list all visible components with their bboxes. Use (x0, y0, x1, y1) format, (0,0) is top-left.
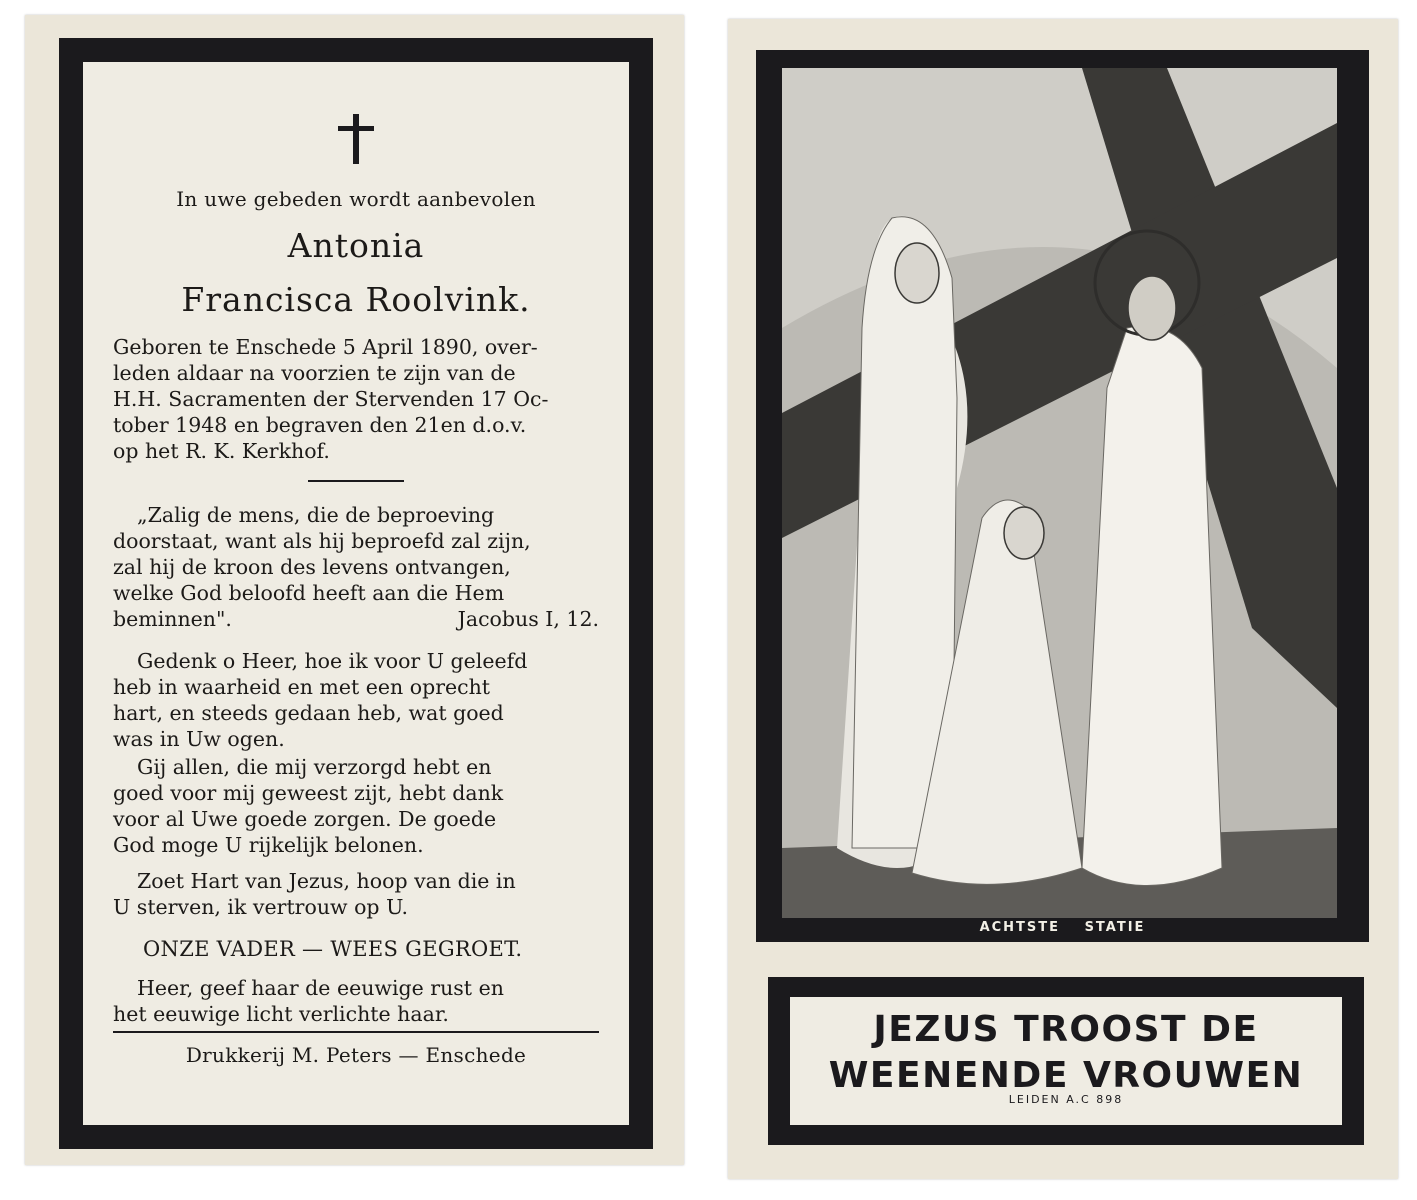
text-line: Geboren te Enschede 5 April 1890, over- (113, 335, 538, 359)
title-line-1: JEZUS TROOST DE (873, 1009, 1259, 1050)
prayer-paragraph-4 (113, 975, 599, 1027)
prayer-paragraph-2 (113, 754, 599, 858)
text-line: „Zalig de mens, die de beproeving (137, 503, 495, 527)
text-line: leden aldaar na voorzien te zijn van de (113, 361, 516, 385)
card-text (113, 62, 599, 1125)
memorial-card-image-side (728, 19, 1398, 1179)
title-line-2: WEENENDE VROUWEN (828, 1055, 1304, 1096)
prayer-paragraph-1 (113, 648, 599, 752)
text-line: het eeuwige licht verlichte haar. (113, 1002, 449, 1026)
text-line: welke God beloofd heeft aan die Hem (113, 581, 505, 605)
text-line: Gij allen, die mij verzorgd hebt en (137, 755, 492, 779)
text-line: Zoet Hart van Jezus, hoop van die in (137, 869, 516, 893)
divider-long (113, 1031, 599, 1033)
text-line: was in Uw ogen. (113, 727, 285, 751)
printer-credit: Drukkerij M. Peters — Enschede (185, 1043, 527, 1067)
quote-reference: Jacobus I, 12. (457, 607, 599, 631)
deceased-first-name: Antonia (287, 226, 425, 265)
text-line: doorstaat, want als hij beproefd zal zijn, (113, 529, 531, 553)
text-line: Heer, geef haar de eeuwige rust en (137, 976, 504, 1000)
text-line: H.H. Sacramenten der Stervenden 17 Oc- (113, 387, 549, 411)
text-line: hart, en steeds gedaan heb, wat goed (113, 701, 504, 725)
deceased-full-name: Francisca Roolvink. (181, 280, 531, 319)
text-line: Gedenk o Heer, hoe ik voor U geleefd (137, 649, 528, 673)
station-label: ACHTSTE STATIE (979, 920, 1146, 935)
cross-icon (336, 114, 376, 164)
bible-quote (113, 502, 599, 632)
text-line: U sterven, ik vertrouw op U. (113, 895, 408, 919)
text-line: tober 1948 en begraven den 21en d.o.v. (113, 413, 527, 437)
prayer-heading: ONZE VADER — WEES GEGROET. (143, 937, 523, 961)
text-line: op het R. K. Kerkhof. (113, 439, 330, 463)
publisher-code: LEIDEN A.C 898 (1008, 1093, 1124, 1106)
memorial-card-text-side (25, 15, 684, 1165)
intro-text: In uwe gebeden wordt aanbevolen (176, 187, 536, 211)
title-panel (790, 997, 1342, 1125)
text-line: goed voor mij geweest zijt, hebt dank (113, 781, 504, 805)
text-line: God moge U rijkelijk belonen. (113, 833, 424, 857)
prayer-paragraph-3 (113, 868, 599, 920)
title-frame (768, 977, 1364, 1145)
text-line: voor al Uwe goede zorgen. De goede (113, 807, 497, 831)
divider-short (308, 480, 404, 482)
text-line: zal hij de kroon des levens ontvangen, (113, 555, 511, 579)
mourning-border (59, 38, 653, 1149)
text-line: heb in waarheid en met een oprecht (113, 675, 491, 699)
stations-of-the-cross-illustration (782, 68, 1337, 918)
text-line (113, 606, 599, 632)
birth-death-paragraph (113, 334, 599, 464)
quote-end: beminnen". (113, 607, 232, 631)
illustration-frame (756, 50, 1369, 942)
